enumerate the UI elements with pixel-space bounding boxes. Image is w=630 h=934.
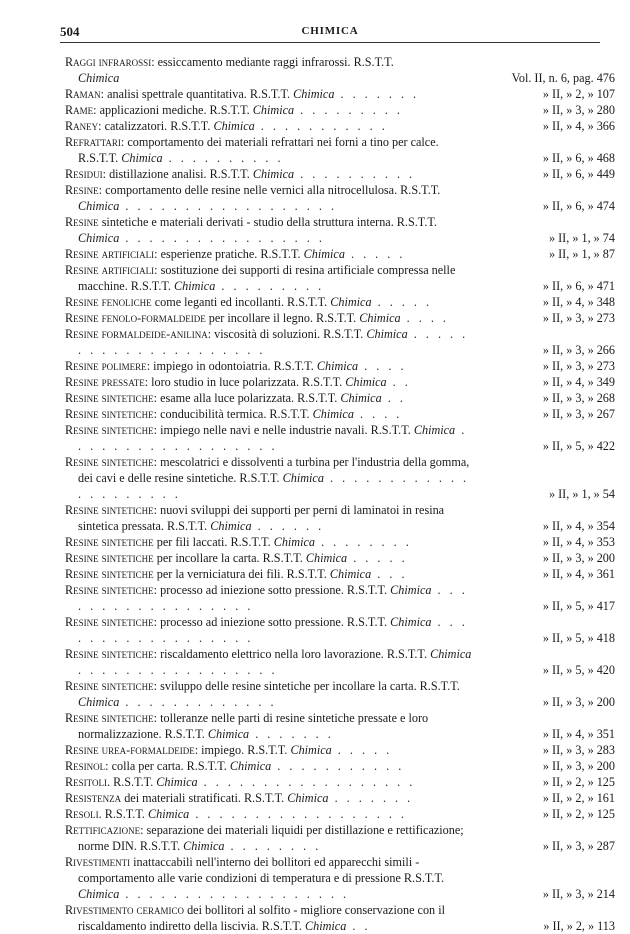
entry-keyword: Resitoli bbox=[65, 775, 107, 789]
entry-description: : impiego in odontoiatria. R.S.T.T. bbox=[146, 359, 317, 373]
leader-dots: . . . . . . . bbox=[328, 791, 414, 805]
entry-journal: Chimica bbox=[329, 567, 372, 581]
index-entry bbox=[65, 758, 615, 774]
leader-dots: . . . . bbox=[353, 407, 403, 421]
entry-keyword: Resine sintetiche bbox=[65, 391, 154, 405]
entry-keyword: Residui bbox=[65, 167, 103, 181]
entry-keyword: Resine fenolo-formaldeide bbox=[65, 311, 206, 325]
index-entry bbox=[65, 406, 615, 422]
entry-keyword: Rame bbox=[65, 103, 94, 117]
index-entry bbox=[65, 86, 615, 102]
entry-description: : analisi spettrale quantitativa. R.S.T.T. bbox=[100, 87, 294, 101]
entry-keyword: Resine sintetiche bbox=[65, 503, 154, 517]
entry-description: : comportamento delle resine nelle vernici alla nitrocellulosa. R.S.T.T. bbox=[98, 183, 441, 197]
entry-description: per incollare la carta. R.S.T.T. bbox=[153, 551, 306, 565]
entry-journal: Chimica bbox=[330, 295, 372, 309]
entry-journal: Chimica bbox=[147, 807, 190, 821]
leader-dots: . . . . . . . . . . . . . bbox=[119, 695, 277, 709]
entry-keyword: Resine sintetiche bbox=[65, 711, 154, 725]
entry-description: per fili laccati. R.S.T.T. bbox=[153, 535, 274, 549]
entry-reference: » II, » 5, » 418 bbox=[542, 631, 615, 645]
index-entry bbox=[65, 326, 615, 358]
entry-journal: Chimica bbox=[252, 103, 295, 117]
entry-reference: » II, » 2, » 161 bbox=[542, 791, 615, 805]
leader-dots: . . . . . . . . . . . . . . . . . . bbox=[119, 199, 337, 213]
entry-reference: » II, » 3, » 268 bbox=[542, 391, 615, 405]
leader-dots: . . . . . . . . . . . . . . . . . bbox=[119, 231, 325, 245]
entry-reference: » II, » 4, » 354 bbox=[542, 519, 615, 533]
index-entry bbox=[65, 102, 615, 118]
leader-dots: . . . . . . . . . . . . . . . . . . bbox=[78, 423, 468, 453]
entry-text bbox=[65, 214, 475, 246]
leader-dots: . . . bbox=[371, 567, 408, 581]
page-title: CHIMICA bbox=[301, 25, 359, 37]
entry-journal: Chimica bbox=[78, 199, 120, 213]
entry-text bbox=[65, 774, 475, 790]
entry-description: : separazione dei materiali liquidi per distillazione e rettificazione; norme DIN. R.S.T.T. bbox=[78, 823, 464, 853]
entry-reference: » II, » 4, » 351 bbox=[542, 727, 615, 741]
index-entry bbox=[65, 374, 615, 390]
entry-journal: Chimica bbox=[156, 775, 198, 789]
entry-description: per incollare il legno. R.S.T.T. bbox=[205, 311, 360, 325]
leader-dots: . . . . . . . . . . . . . . . . . bbox=[78, 663, 278, 677]
entry-reference: » II, » 2, » 125 bbox=[542, 807, 615, 821]
index-entry bbox=[65, 678, 615, 710]
index-entry bbox=[65, 902, 615, 934]
index-entry bbox=[65, 310, 615, 326]
entry-text bbox=[65, 550, 475, 566]
entry-text bbox=[65, 742, 475, 758]
entry-keyword: Resine sintetiche bbox=[65, 583, 154, 597]
entry-reference: » II, » 1, » 74 bbox=[548, 231, 615, 245]
page-header bbox=[60, 24, 600, 42]
leader-dots: . . . . . . . . . . . . . . . . . . . bbox=[119, 887, 350, 901]
entry-keyword: Resine sintetiche bbox=[65, 647, 154, 661]
entry-keyword: Resoli bbox=[65, 807, 99, 821]
entry-journal: Chimica bbox=[303, 247, 345, 261]
entry-reference: » II, » 5, » 417 bbox=[542, 599, 615, 613]
entry-reference: » II, » 1, » 87 bbox=[548, 247, 615, 261]
entry-journal: Chimica bbox=[305, 551, 348, 565]
entry-text bbox=[65, 246, 475, 262]
entry-keyword: Resine artificiali bbox=[65, 247, 155, 261]
entry-text bbox=[65, 406, 475, 422]
entry-text bbox=[65, 358, 475, 374]
entry-keyword: Resine sintetiche bbox=[65, 455, 154, 469]
index-entry bbox=[65, 550, 615, 566]
entry-text bbox=[65, 502, 475, 534]
entry-journal: Chimica bbox=[252, 167, 295, 181]
entry-journal: Chimica bbox=[78, 71, 120, 85]
index-entry bbox=[65, 614, 615, 646]
entry-text bbox=[65, 758, 475, 774]
entry-reference: » II, » 3, » 273 bbox=[542, 311, 615, 325]
leader-dots: . . . . . . . . bbox=[315, 535, 412, 549]
entry-description: : impiego. R.S.T.T. bbox=[194, 743, 291, 757]
entry-text bbox=[65, 86, 475, 102]
leader-dots: . . . . . . . . . . bbox=[162, 151, 284, 165]
entry-description: : esperienze pratiche. R.S.T.T. bbox=[154, 247, 304, 261]
entry-keyword: Resine sintetiche bbox=[65, 567, 154, 581]
entry-journal: Chimica bbox=[316, 359, 359, 373]
index-entry bbox=[65, 246, 615, 262]
entry-description: : catalizzatori. R.S.T.T. bbox=[98, 119, 214, 133]
entry-text bbox=[65, 822, 475, 854]
entry-reference: » II, » 3, » 280 bbox=[542, 103, 615, 117]
entry-text bbox=[65, 134, 475, 166]
entry-reference: » II, » 4, » 349 bbox=[542, 375, 615, 389]
entry-journal: Chimica bbox=[312, 407, 354, 421]
index-entry bbox=[65, 134, 615, 166]
entry-description: : viscosità di soluzioni. R.S.T.T. bbox=[207, 327, 367, 341]
entry-text bbox=[65, 102, 475, 118]
entry-journal: Chimica bbox=[78, 231, 120, 245]
entry-keyword: Resine sintetiche bbox=[65, 615, 154, 629]
entry-reference: » II, » 3, » 267 bbox=[542, 407, 615, 421]
entry-description: inattaccabili nell'interno dei bollitori ed apparecchi simili - comportamento alle varie condizioni di temperatura e di pressione R.S.T.T. bbox=[78, 855, 445, 885]
entry-description: . R.S.T.T. bbox=[98, 807, 148, 821]
entry-journal: Chimica bbox=[78, 887, 120, 901]
entry-reference: » II, » 4, » 366 bbox=[542, 119, 615, 133]
entry-description: : riscaldamento elettrico nella loro lavorazione. R.S.T.T. bbox=[153, 647, 431, 661]
index-entry bbox=[65, 54, 615, 86]
entry-description: : applicazioni mediche. R.S.T.T. bbox=[93, 103, 253, 117]
entry-text bbox=[65, 262, 475, 294]
entry-reference: » II, » 2, » 125 bbox=[542, 775, 615, 789]
entry-keyword: Raney bbox=[65, 119, 99, 133]
entry-text bbox=[65, 678, 475, 710]
index-entry bbox=[65, 294, 615, 310]
entry-reference: » II, » 4, » 348 bbox=[542, 295, 615, 309]
index-entry bbox=[65, 262, 615, 294]
index-entry bbox=[65, 502, 615, 534]
entry-journal: Chimica bbox=[345, 375, 387, 389]
entry-reference: » II, » 3, » 200 bbox=[542, 551, 615, 565]
entry-text bbox=[65, 582, 475, 614]
entry-keyword: Resine pressate bbox=[65, 375, 145, 389]
entry-description: come leganti ed incollanti. R.S.T.T. bbox=[151, 295, 331, 309]
index-entry bbox=[65, 454, 615, 502]
entry-reference: » II, » 3, » 283 bbox=[542, 743, 615, 757]
entry-reference: » II, » 6, » 474 bbox=[542, 199, 615, 213]
entry-reference: » II, » 5, » 420 bbox=[542, 663, 615, 677]
entry-text bbox=[65, 614, 475, 646]
entry-journal: Chimica bbox=[290, 743, 332, 757]
index-list bbox=[65, 54, 615, 934]
entry-keyword: Resinol bbox=[65, 759, 106, 773]
entry-text bbox=[65, 902, 475, 934]
entry-journal: Chimica bbox=[390, 583, 432, 597]
leader-dots: . . . . . . . bbox=[249, 727, 334, 741]
entry-description: : impiego nelle navi e nelle industrie navali. R.S.T.T. bbox=[153, 423, 414, 437]
leader-dots: . . . . . . . . . . . . . . . . . . . . . bbox=[78, 471, 470, 501]
entry-journal: Chimica bbox=[359, 311, 401, 325]
entry-journal: Chimica bbox=[210, 519, 252, 533]
leader-dots: . . . . . . . . . bbox=[215, 279, 325, 293]
entry-keyword: Rivestimento ceramico bbox=[65, 903, 185, 917]
entry-reference: » II, » 4, » 361 bbox=[542, 567, 615, 581]
entry-journal: Chimica bbox=[78, 695, 120, 709]
leader-dots: . . . . . . . . . . . bbox=[271, 759, 405, 773]
leader-dots: . . . . . bbox=[347, 551, 408, 565]
entry-description: . R.S.T.T. bbox=[106, 775, 157, 789]
entry-keyword: Raggi infrarossi bbox=[65, 55, 152, 69]
entry-reference: » II, » 3, » 266 bbox=[542, 343, 615, 357]
entry-description: per la verniciatura dei fili. R.S.T.T. bbox=[153, 567, 330, 581]
entry-journal: Chimica bbox=[229, 759, 272, 773]
entry-journal: Chimica bbox=[305, 919, 347, 933]
entry-journal: Chimica bbox=[213, 119, 255, 133]
index-entry bbox=[65, 118, 615, 134]
index-entry bbox=[65, 774, 615, 790]
leader-dots: . . . . . bbox=[331, 743, 393, 757]
entry-description: : processo ad iniezione sotto pressione. R.S.T.T. bbox=[153, 615, 391, 629]
entry-keyword: Resine bbox=[65, 215, 99, 229]
entry-keyword: Rettificazione bbox=[65, 823, 141, 837]
leader-dots: . . bbox=[386, 375, 411, 389]
entry-text bbox=[65, 390, 475, 406]
leader-dots: . . bbox=[346, 919, 371, 933]
entry-reference: » II, » 3, » 273 bbox=[542, 359, 615, 373]
entry-keyword: Resine polimere bbox=[65, 359, 147, 373]
entry-keyword: Raman bbox=[65, 87, 101, 101]
entry-description: : essiccamento mediante raggi infrarossi. R.S.T.T. bbox=[151, 55, 394, 69]
leader-dots: . . . . . bbox=[371, 295, 433, 309]
entry-description: : comportamento dei materiali refrattari nei forni a tino per calce. R.S.T.T. bbox=[78, 135, 439, 165]
entry-journal: Chimica bbox=[174, 279, 216, 293]
entry-journal: Chimica bbox=[390, 615, 432, 629]
index-entry bbox=[65, 806, 615, 822]
entry-reference: » II, » 6, » 449 bbox=[542, 167, 615, 181]
entry-keyword: Resine sintetiche bbox=[65, 535, 154, 549]
entry-description: : mescolatrici e dissolventi a turbina per l'industria della gomma, dei cavi e delle resine sintetiche. R.S.T.T. bbox=[78, 455, 470, 485]
entry-journal: Chimica bbox=[282, 471, 324, 485]
entry-keyword: Rivestimenti bbox=[65, 855, 131, 869]
entry-description: : distillazione analisi. R.S.T.T. bbox=[102, 167, 253, 181]
entry-keyword: Resine sintetiche bbox=[65, 551, 154, 565]
leader-dots: . . bbox=[381, 391, 406, 405]
entry-description: : loro studio in luce polarizzata. R.S.T.T. bbox=[144, 375, 346, 389]
entry-reference: » II, » 4, » 353 bbox=[542, 535, 615, 549]
entry-reference: Vol. II, n. 6, pag. 476 bbox=[511, 71, 615, 85]
entry-journal: Chimica bbox=[183, 839, 225, 853]
entry-text bbox=[65, 710, 475, 742]
entry-text bbox=[65, 294, 475, 310]
entry-reference: » II, » 2, » 107 bbox=[542, 87, 615, 101]
entry-reference: » II, » 2, » 113 bbox=[543, 919, 615, 933]
entry-description: : nuovi sviluppi dei supporti per perni di laminatoi in resina sintetica pressata. R.S.T.T. bbox=[78, 503, 445, 533]
entry-reference: » II, » 3, » 214 bbox=[542, 887, 615, 901]
entry-description: : colla per carta. R.S.T.T. bbox=[105, 759, 230, 773]
index-entry bbox=[65, 646, 615, 678]
entry-keyword: Resine sintetiche bbox=[65, 423, 154, 437]
index-entry bbox=[65, 566, 615, 582]
entry-text bbox=[65, 422, 475, 454]
entry-keyword: Refrattari bbox=[65, 135, 121, 149]
entry-keyword: Resine sintetiche bbox=[65, 679, 154, 693]
entry-text bbox=[65, 118, 475, 134]
entry-text bbox=[65, 566, 475, 582]
entry-text bbox=[65, 790, 475, 806]
index-entry bbox=[65, 822, 615, 854]
index-entry bbox=[65, 710, 615, 742]
entry-description: dei bollitori al solfito - migliore conservazione con il riscaldamento indiretto della liscivia. R.S.T.T. bbox=[78, 903, 445, 933]
leader-dots: . . . . . . . . . . . . . . . . . . bbox=[78, 583, 468, 613]
index-entry bbox=[65, 534, 615, 550]
entry-keyword: Resine artificiali bbox=[65, 263, 155, 277]
index-entry bbox=[65, 166, 615, 182]
entry-journal: Chimica bbox=[293, 87, 335, 101]
entry-description: : sviluppo delle resine sintetiche per incollare la carta. R.S.T.T. bbox=[153, 679, 460, 693]
entry-text bbox=[65, 806, 475, 822]
index-entry bbox=[65, 790, 615, 806]
entry-text bbox=[65, 182, 475, 214]
leader-dots: . . . . . . . . . . . . . . . . . . . . . bbox=[78, 327, 469, 357]
entry-journal: Chimica bbox=[430, 647, 472, 661]
entry-keyword: Resine urea-formaldeide bbox=[65, 743, 195, 757]
entry-text bbox=[65, 454, 475, 502]
leader-dots: . . . . bbox=[358, 359, 407, 373]
entry-journal: Chimica bbox=[287, 791, 329, 805]
leader-dots: . . . . . bbox=[344, 247, 406, 261]
leader-dots: . . . . . . . . . . . . . . . . . . bbox=[78, 615, 468, 645]
entry-description: dei materiali stratificati. R.S.T.T. bbox=[121, 791, 288, 805]
leader-dots: . . . . . . . . . . bbox=[294, 167, 416, 181]
index-entry bbox=[65, 182, 615, 214]
index-entry bbox=[65, 742, 615, 758]
entry-reference: » II, » 3, » 200 bbox=[542, 695, 615, 709]
index-entry bbox=[65, 390, 615, 406]
entry-journal: Chimica bbox=[340, 391, 382, 405]
index-entry bbox=[65, 582, 615, 614]
entry-journal: Chimica bbox=[413, 423, 456, 437]
leader-dots: . . . . . . . . . bbox=[294, 103, 403, 117]
entry-text bbox=[65, 166, 475, 182]
entry-description: : esame alla luce polarizzata. R.S.T.T. bbox=[153, 391, 341, 405]
entry-description: sintetiche e materiali derivati - studio della struttura interna. R.S.T.T. bbox=[98, 215, 437, 229]
page-number: 504 bbox=[60, 24, 80, 39]
entry-reference: » II, » 3, » 287 bbox=[542, 839, 615, 853]
entry-journal: Chimica bbox=[121, 151, 163, 165]
entry-journal: Chimica bbox=[207, 727, 250, 741]
entry-journal: Chimica bbox=[273, 535, 316, 549]
entry-text bbox=[65, 534, 475, 550]
entry-reference: » II, » 6, » 468 bbox=[542, 151, 615, 165]
entry-keyword: Resine sintetiche bbox=[65, 407, 154, 421]
index-entry bbox=[65, 214, 615, 246]
entry-text bbox=[65, 310, 475, 326]
leader-dots: . . . . . . . . . . . bbox=[254, 119, 388, 133]
entry-text bbox=[65, 854, 475, 902]
entry-text bbox=[65, 374, 475, 390]
entry-keyword: Resine fenoliche bbox=[65, 295, 152, 309]
entry-reference: » II, » 6, » 471 bbox=[542, 279, 615, 293]
entry-description: : processo ad iniezione sotto pressione. R.S.T.T. bbox=[153, 583, 391, 597]
leader-dots: . . . . . . . . bbox=[224, 839, 322, 853]
index-entry bbox=[65, 358, 615, 374]
index-entry bbox=[65, 854, 615, 902]
index-entry bbox=[65, 422, 615, 454]
entry-journal: Chimica bbox=[366, 327, 408, 341]
entry-description: : sostituzione dei supporti di resina artificiale compressa nelle macchine. R.S.T.T. bbox=[78, 263, 456, 293]
entry-description: : tolleranze nelle parti di resine sintetiche pressate e loro normalizzazione. R.S.T.T. bbox=[78, 711, 429, 741]
entry-text bbox=[65, 326, 475, 358]
entry-keyword: Resistenza bbox=[65, 791, 122, 805]
header-rule bbox=[60, 42, 600, 43]
entry-reference: » II, » 1, » 54 bbox=[548, 487, 615, 501]
leader-dots: . . . . . . . bbox=[334, 87, 420, 101]
leader-dots: . . . . . . . . . . . . . . . . . . bbox=[189, 807, 407, 821]
entry-keyword: Resine formaldeide-anilina bbox=[65, 327, 208, 341]
leader-dots: . . . . . . bbox=[251, 519, 325, 533]
entry-reference: » II, » 3, » 200 bbox=[542, 759, 615, 773]
entry-text bbox=[65, 646, 475, 678]
leader-dots: . . . . bbox=[400, 311, 449, 325]
entry-reference: » II, » 5, » 422 bbox=[542, 439, 615, 453]
entry-text bbox=[65, 54, 475, 86]
entry-description: : conducibilità termica. R.S.T.T. bbox=[153, 407, 313, 421]
leader-dots: . . . . . . . . . . . . . . . . . . bbox=[197, 775, 416, 789]
entry-keyword: Resine bbox=[65, 183, 99, 197]
